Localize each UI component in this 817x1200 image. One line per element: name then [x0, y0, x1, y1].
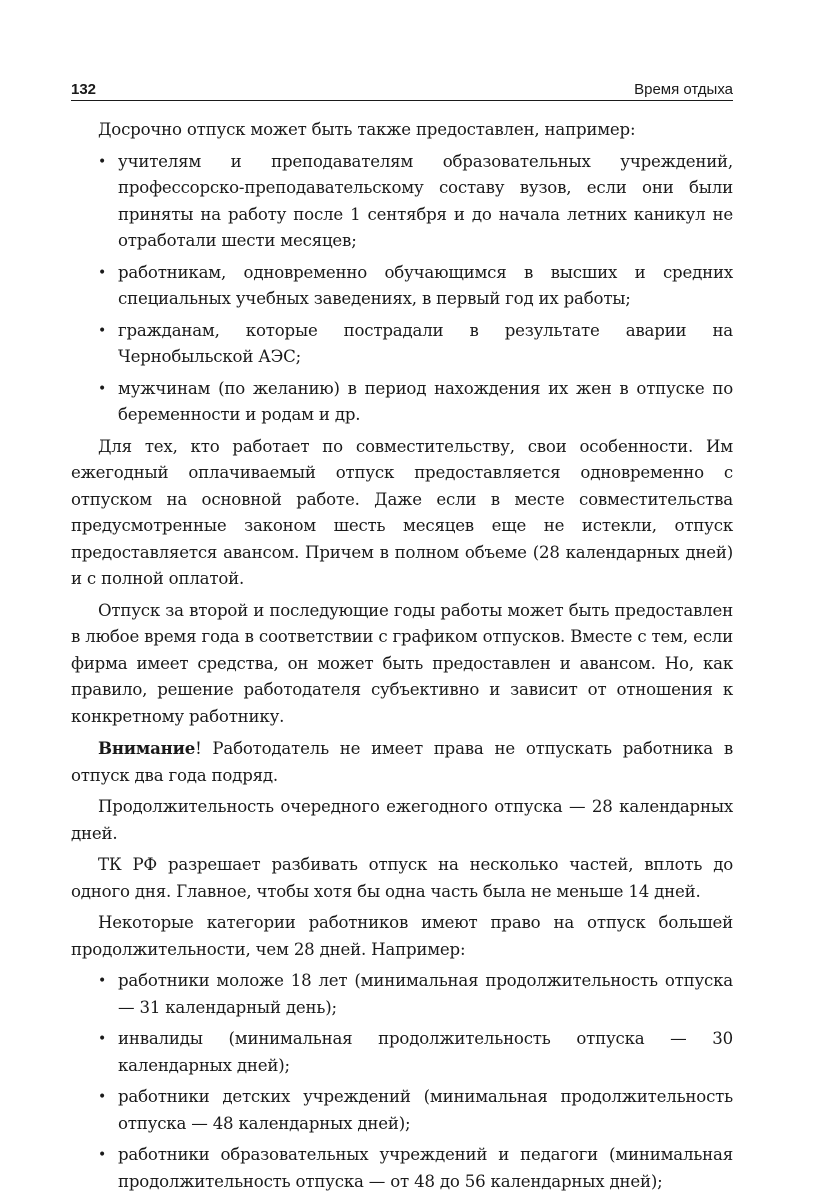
- bullet-icon: •: [98, 153, 107, 170]
- bullet-icon: •: [98, 1147, 107, 1163]
- paragraph-second-year: Отпуск за второй и последующие годы работы может быть предоставлен в любое время года в соответствии с графиком отпусков. Вместе с тем, если фирма имеет средства, он может быть предоставлен и авансом. Но, как правило, решение работодателя субъективно и зависит от отношения к конкретному работнику.: [71, 600, 733, 726]
- attention-label: Внимание: [98, 738, 196, 758]
- longer-leave-list: [71, 968, 733, 1195]
- bullet-icon: •: [98, 1089, 107, 1105]
- running-header: [71, 78, 733, 101]
- list-item: [71, 376, 733, 429]
- paragraph-part-time: Для тех, кто работает по совместительству, свои особенности. Им ежегодный оплачиваемый отпуск предоставляется одновременно с отпуском на основной работе. Даже если в месте совместительства предусмотренные законом шесть месяцев еще не истекли, отпуск предоставляется авансом. Причем в полном объеме (28 календарных дней) и с полной оплатой.: [71, 436, 733, 588]
- bullet-icon: •: [98, 973, 107, 989]
- list-item-text: учителям и преподавателям образовательных учреждений, профессорско-преподавательскому составу вузов, если они были приняты на работу после 1 сентября и до начала летних каникул не отработали шести месяцев;: [118, 151, 733, 250]
- list-item: [71, 1026, 733, 1079]
- paragraph-early-leave-intro: Досрочно отпуск может быть также предоставлен, например:: [98, 120, 636, 139]
- section-title: Время отдыха: [634, 81, 733, 98]
- body-text: [71, 117, 733, 1195]
- bullet-icon: •: [98, 322, 107, 339]
- paragraph-duration: Продолжительность очередного ежегодного отпуска — 28 календарных дней.: [71, 797, 733, 843]
- list-item-text: работники детских учреждений (минимальная продолжительность отпуска — 48 календарных дней);: [118, 1087, 733, 1133]
- paragraph-attention: [71, 735, 733, 789]
- page-number: 132: [71, 81, 97, 98]
- list-item-text: работникам, одновременно обучающимся в высших и средних специальных учебных заведениях, в первый год их работы;: [118, 262, 733, 308]
- list-item: [71, 318, 733, 371]
- list-item: [71, 968, 733, 1021]
- list-item-text: мужчинам (по желанию) в период нахождения их жен в отпуске по беременности и родам и др.: [118, 378, 733, 424]
- list-item: [71, 1084, 733, 1137]
- bullet-icon: •: [98, 1031, 107, 1047]
- paragraph-split: ТК РФ разрешает разбивать отпуск на несколько частей, вплоть до одного дня. Главное, чтобы хотя бы одна часть была не меньше 14 дней.: [71, 855, 733, 901]
- paragraph-longer-leave: Некоторые категории работников имеют право на отпуск большей продолжительности, чем 28 дней. Например:: [71, 913, 733, 959]
- list-item-text: работники образовательных учреждений и педагоги (минимальная продолжительность отпуска — от 48 до 56 календарных дней);: [118, 1145, 733, 1191]
- list-item: [71, 260, 733, 313]
- list-item-text: гражданам, которые пострадали в результате аварии на Чернобыльской АЭС;: [118, 320, 733, 366]
- list-item-text: работники моложе 18 лет (минимальная продолжительность отпуска — 31 календарный день);: [118, 971, 733, 1017]
- list-item: [71, 149, 733, 255]
- list-item: [71, 1142, 733, 1195]
- attention-text: ! Работодатель не имеет права не отпускать работника в отпуск два года подряд.: [71, 739, 733, 785]
- list-item-text: инвалиды (минимальная продолжительность отпуска — 30 календарных дней);: [118, 1029, 733, 1075]
- bullet-icon: •: [98, 380, 107, 397]
- bullet-icon: •: [98, 264, 107, 281]
- book-page: [71, 78, 733, 1200]
- early-leave-list: [71, 149, 733, 429]
